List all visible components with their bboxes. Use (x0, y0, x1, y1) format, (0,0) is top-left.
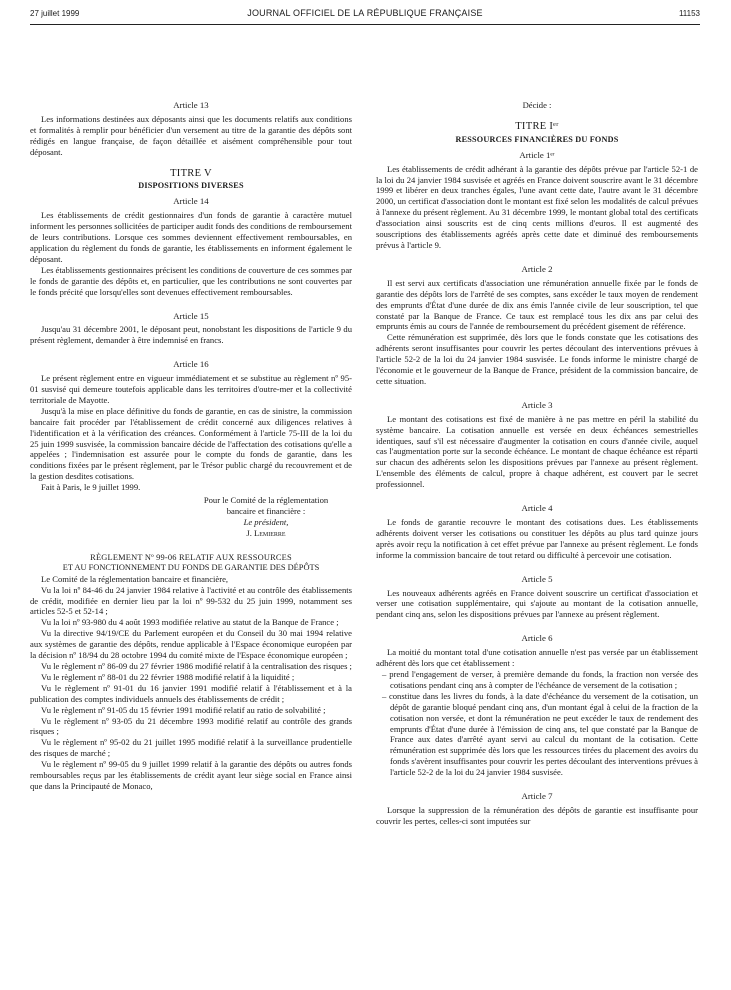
article-3-paragraph: Le montant des cotisations est fixé de manière à ne pas mettre en péril la stabilité du système bancaire. La cotisation annuelle est versée en deux échéances semestrielles identiques, sauf s'il est nécessaire d'augmenter la cotisation en cours d'année civile, auquel cas l'augmentation porte sur la seconde échéance. Le montant de chaque échéance est réparti sur chacun des adhérents selon les dispositions prévues par l'annexe au présent règlement. L'ensemble des éléments de calcul, propre à chaque adhérent, est couvert par le secret professionnel. (376, 413, 698, 490)
article-3-title: Article 3 (521, 399, 553, 410)
header-journal-title: JOURNAL OFFICIEL DE LA RÉPUBLIQUE FRANÇAISE (247, 8, 483, 18)
article-7-title: Article 7 (521, 791, 553, 802)
titre-1-subtitle: RESSOURCES FINANCIÈRES DU FONDS (455, 134, 619, 144)
article-2-title: Article 2 (521, 263, 553, 274)
article-13-title: Article 13 (173, 100, 209, 110)
signature-block (30, 495, 352, 539)
article-2-paragraph-2: Cette rémunération est supprimée, dès lors que le fonds constate que les cotisations des adhérents seront insuffisantes pour couvrir les pertes découlant des interventions prévues à l'article 52-2 de la loi du 24 janvier 1984 susvisée. Le fonds informe le ministre chargé de l'économie et le gouverneur de la Banque de France, président de la commission bancaire, de cette situation. (376, 332, 698, 386)
article-5-title: Article 5 (521, 573, 553, 584)
article-15-title: Article 15 (173, 310, 209, 321)
article-16-paragraph-2: Jusqu'à la mise en place définitive du fonds de garantie, en cas de sinistre, la commission bancaire fait procéder par l'établissement de crédit concerné aux diligences relatives à l'identification et à la vérification des créances. Conformément à l'article 75-III de la loi du 25 juin 1999 susvisée, la commission bancaire décide de l'affectation des cotisations qu'elle a appelées ; l'indemnisation est assurée pour le compte du fonds de garantie, dans les conditions fixées par le présent règlement, par le Trésor public chargé du recouvrement et de la gestion desdites cotisations. (30, 405, 352, 482)
visa-5: Vu le règlement nº 88-01 du 22 février 1988 modifié relatif à la liquidité ; (41, 671, 295, 682)
article-1-title: Article 1ᵉʳ (519, 149, 555, 160)
article-5-paragraph: Les nouveaux adhérents agréés en France doivent souscrire un certificat d'association et verser une cotisation supplémentaire, qui s'ajoute au montant de la cotisation annuelle, pendant cinq ans, selon les dispositions prévues par l'annexe au présent règlement. (376, 587, 698, 620)
article-13-paragraph: Les informations destinées aux déposants ainsi que les documents relatifs aux conditions et formalités à remplir pour bénéficier d'un versement au titre de la garantie des dépôts sont rédigés en langue française, de façon détaillée et aisément compréhensible pour tout déposant. (30, 113, 352, 157)
article-6-dash-item-2: – constitue dans les livres du fonds, à la date d'échéance du versement de la cotisation, un dépôt de garantie bloqué pendant cinq ans, d'un montant égal à celui de la fraction de la cotisation non versée, et dont la rémunération ne peut excéder le taux de rendement des emprunts d'État d'une durée à l'émission de cinq ans, tel que constaté par la Banque de France aux dates d'arrêté ayant servi au calcul du montant de la cotisation. Cette rémunération est supprimée dès lors que les ressources tirées du placement des avoirs du fonds s'avèrent insuffisantes pour couvrir les pertes découlant des interventions prévues à l'article 52-2 de la loi du 24 janvier 1984 susvisée. (382, 690, 698, 778)
visa-1: Vu la loi nº 84-46 du 24 janvier 1984 relative à l'activité et au contrôle des établissements de crédit, modifiée en dernier lieu par la loi nº 99-532 du 25 juin 1999, notamment ses articles 52-5 et 52-14 ; (30, 584, 352, 617)
header-page-number: 11153 (678, 9, 700, 18)
regulation-title-line-2: ET AU FONCTIONNEMENT DU FONDS DE GARANTIE DES DÉPÔTS (62, 563, 320, 573)
regulation-title (30, 553, 352, 574)
signature-name: J. Lemierre (246, 527, 286, 538)
visa-9: Vu le règlement nº 95-02 du 21 juillet 1995 modifié relatif à la surveillance prudentielle des risques de marché ; (30, 737, 352, 759)
article-16-signature-date: Fait à Paris, le 9 juillet 1999. (41, 482, 141, 493)
article-1-paragraph: Les établissements de crédit adhérant à la garantie des dépôts prévue par l'article 52-1 de la loi du 24 janvier 1984 susvisée et agréés en France doivent souscrire avant le 31 décembre 1999 et libérer en deux tranches égales, l'une avant cette date, l'autre avant le 31 décembre 2000, un certificat d'association dont le montant est fixé selon les modalités de calcul prévues à l'annexe du présent règlement. Au 31 décembre 1999, le montant global total des certificats d'association ainsi souscrits est de cinq cents millions d'euros. Il est augmenté des souscriptions des établissements agréés après cette date et diminué des remboursements prévus à l'article 9. (376, 163, 698, 250)
visa-7: Vu le règlement nº 91-05 du 15 février 1991 modifié relatif au ratio de solvabilité ; (41, 704, 326, 715)
article-14-paragraph-1: Les établissements de crédit gestionnaires d'un fonds de garantie à caractère mutuel informent les personnes sollicitées de participer audit fonds des conditions de remboursement de leurs contributions. Lorsque ces sommes deviennent effectivement remboursables, en application du règlement du fonds de garantie, les établissements en informent également le déposant. (30, 210, 352, 264)
visa-0: Le Comité de la réglementation bancaire et financière, (41, 573, 229, 584)
header-date: 27 juillet 1999 (30, 9, 80, 18)
visa-2: Vu la loi nº 93-980 du 4 août 1993 modifiée relative au statut de la Banque de France ; (41, 617, 339, 628)
article-4-paragraph: Le fonds de garantie recouvre le montant des cotisations dues. Les établissements adhérents doivent verser les cotisations ou constituer les dépôts au plus tard quinze jours après avoir reçu la notification à cet effet prévue par l'annexe au présent règlement. Le fonds informe la commission bancaire de tout retard ou difficulté à percevoir une cotisation. (376, 517, 698, 560)
article-16-title: Article 16 (173, 359, 209, 370)
signature-line-2: bancaire et financière : (226, 506, 306, 516)
article-4-title: Article 4 (521, 503, 553, 514)
article-16-paragraph-1: Le présent règlement entre en vigueur immédiatement et se substitue au règlement nº 95-01 susvisé qui demeure toutefois applicable dans les territoires d'outre-mer et la collectivité territoriale de Mayotte. (30, 373, 352, 405)
article-2-paragraph-1: Il est servi aux certificats d'association une rémunération annuelle fixée par le fonds de garantie des dépôts lors de l'arrêté de ses comptes, sans excéder le taux moyen de rendement des emprunts d'État d'une durée de dix ans émis l'année civile de leur souscription, tel que constaté par la Banque de France. Ce taux est remplacé tous les dix ans par celui des emprunts émis au cours de l'année de remboursement du précédent gisement de référence. (376, 277, 698, 332)
visa-10: Vu le règlement nº 99-05 du 9 juillet 1999 relatif à la garantie des dépôts ou autres fonds remboursables reçus par les établissements de crédit ayant leur siège social en France ainsi que dans la Principauté de Monaco, (30, 759, 352, 791)
signature-president: Le président, (243, 516, 289, 527)
visa-6: Vu le règlement nº 91-01 du 16 janvier 1991 modifié relatif à l'établissement et à la publication des comptes individuels annuels des établissements de crédit ; (30, 682, 352, 704)
page-header (30, 8, 700, 25)
regulation-title-line-1: RÈGLEMENT Nº 99-06 RELATIF AUX RESSOURCES (90, 552, 292, 562)
signature-line-1: Pour le Comité de la réglementation (203, 495, 329, 506)
decide-label: Décide : (522, 100, 552, 110)
article-6-paragraph: La moitié du montant total d'une cotisation annuelle n'est pas versée par un établissement adhérent dès lors que cet établissement : (376, 647, 698, 669)
article-7-paragraph: Lorsque la suppression de la rémunération des dépôts de garantie est insuffisante pour couvrir les pertes, celles-ci sont imputées sur (376, 804, 698, 826)
titre-5-label: TITRE V (170, 167, 212, 179)
article-6-dash-item-1: – prend l'engagement de verser, à première demande du fonds, la fraction non versée des cotisations pendant cinq ans à compter de l'échéance de versement de la cotisation ; (382, 668, 698, 690)
article-14-title: Article 14 (173, 196, 209, 207)
article-6-title: Article 6 (521, 633, 553, 644)
article-14-paragraph-2: Les établissements gestionnaires précisent les conditions de couverture de ces sommes par le fonds de garantie des dépôts et, en particulier, que les contributions ne sont couvertes par le fonds précité que lorsqu'elles sont devenues effectivement remboursables. (30, 264, 352, 297)
left-column (30, 100, 352, 792)
visa-4: Vu le règlement nº 86-09 du 27 février 1986 modifié relatif à la centralisation des risques ; (41, 660, 352, 671)
visa-8: Vu le règlement nº 93-05 du 21 décembre 1993 modifié relatif au contrôle des grands risques ; (30, 715, 352, 737)
right-column (376, 100, 698, 827)
titre-5-subtitle: DISPOSITIONS DIVERSES (138, 181, 244, 191)
visa-3: Vu la directive 94/19/CE du Parlement européen et du Conseil du 30 mai 1994 relative aux systèmes de garantie des dépôts, rendue applicable à l'Espace économique européen par la décision nº 18/94 du 28 octobre 1994 du comité mixte de l'Espace économique européen ; (30, 628, 352, 661)
article-15-paragraph: Jusqu'au 31 décembre 2001, le déposant peut, nonobstant les dispositions de l'article 9 du présent règlement, demander à être indemnisé en francs. (30, 324, 352, 346)
titre-1-label: TITRE Iᵉʳ (515, 120, 559, 132)
